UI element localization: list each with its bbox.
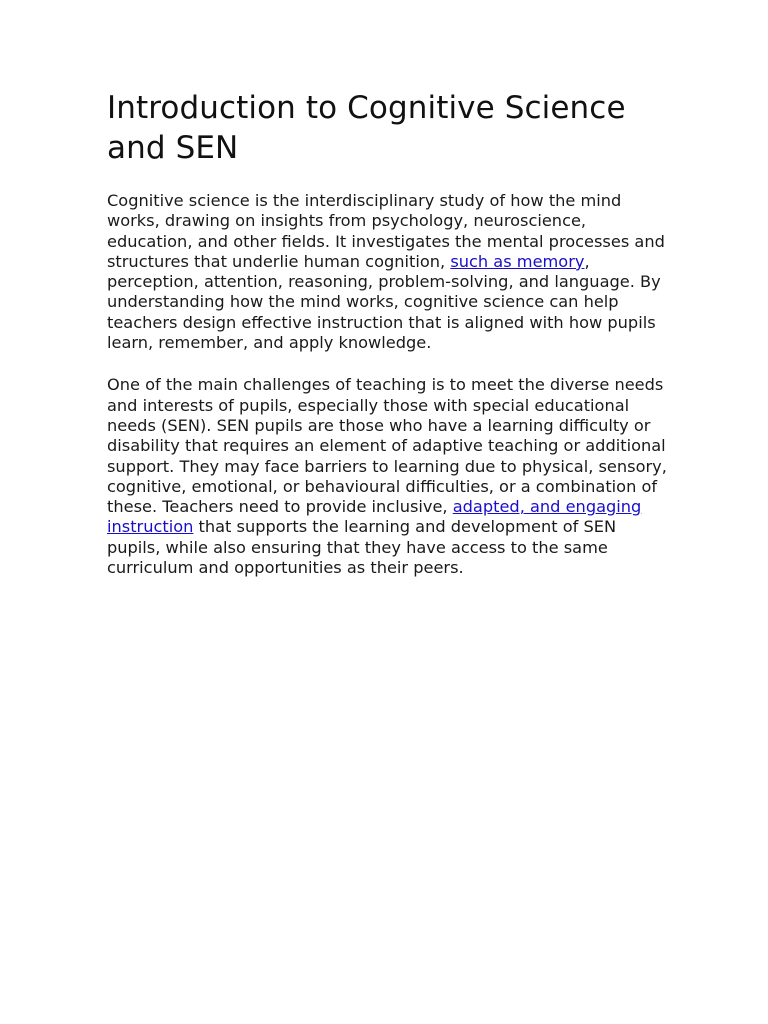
paragraph2-text-before: One of the main challenges of teaching is to meet the diverse needs and interests of pupils, especially those with special educational needs (SEN). SEN pupils are those who have a learning difficulty or disability that requires an element of adaptive teaching or additional support. They may face barriers to learning due to physical, sensory, cognitive, emotional, or behavioural difficulties, or a combination of these. Teachers need to provide inclusive, (107, 375, 667, 517)
document-title: Introduction to Cognitive Science and SEN (107, 90, 626, 166)
paragraph1-text-after: , perception, attention, reasoning, problem-solving, and language. By understanding how the mind works, cognitive science can help teachers design effective instruction that is aligned with how pupils learn, remember, and apply knowledge. (107, 251, 661, 353)
document-page (107, 88, 667, 578)
paragraph-cognitive-science (107, 191, 667, 353)
paragraph2-text-after: that supports the learning and development of SEN pupils, while also ensuring that they have access to the same curriculum and opportunities as their peers. (107, 517, 617, 578)
paragraph-sen-challenges (107, 375, 667, 578)
paragraph1-text-before: Cognitive science is the interdisciplinary study of how the mind works, drawing on insights from psychology, neuroscience, education, and other fields. It investigates the mental processes and structures that underlie human cognition, (107, 191, 665, 271)
link-such-as-memory[interactable]: such as memory (450, 251, 585, 271)
link-adapted-engaging-instruction[interactable]: adapted, and engaging instruction (107, 497, 642, 537)
